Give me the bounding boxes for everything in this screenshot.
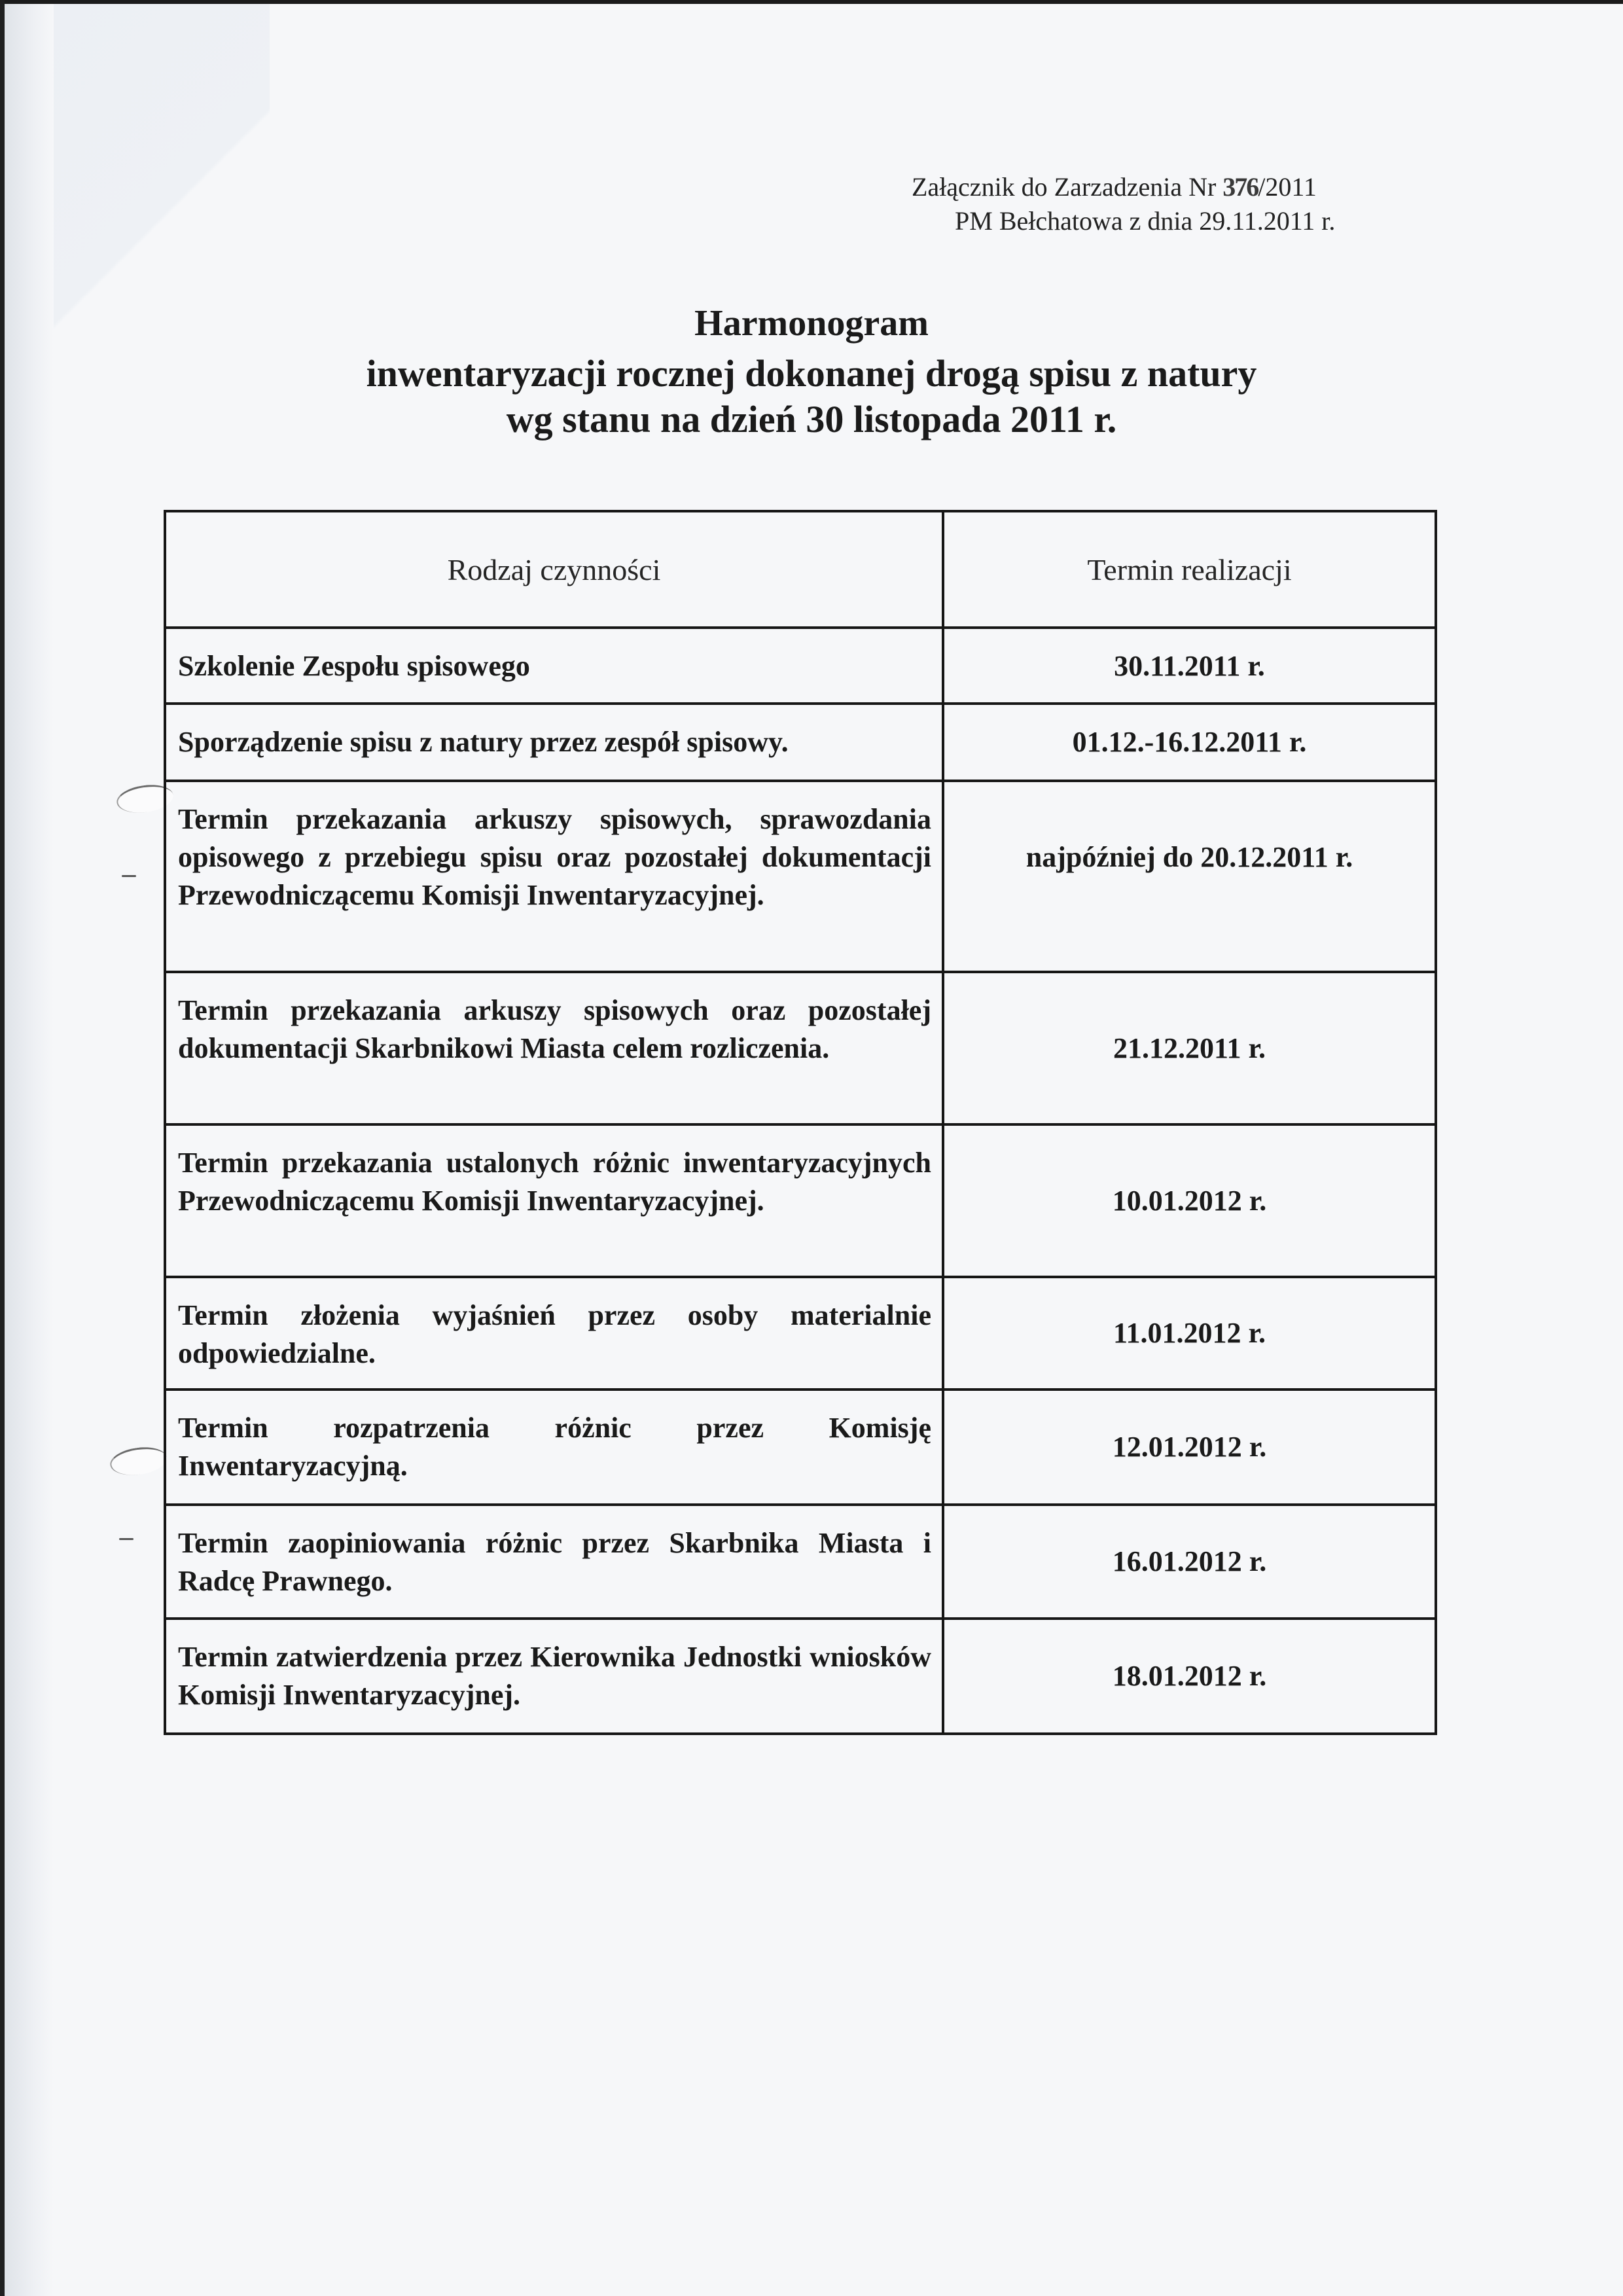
punch-hole-mark: [122, 875, 136, 877]
document-title: Harmonogram: [694, 303, 929, 344]
punch-hole-mark: [119, 1538, 134, 1540]
table-row: [165, 1124, 1436, 1277]
table-header-row: [165, 511, 1436, 628]
deadline-cell: 12.01.2012 r.: [943, 1390, 1436, 1505]
activity-cell: Sporządzenie spisu z natury przez zespół spisowy.: [165, 704, 943, 781]
column-header-activity: Rodzaj czynności: [165, 511, 943, 628]
activity-cell: Termin przekazania arkuszy spisowych, sprawozdania opisowego z przebiegu spisu oraz pozostałej dokumentacji Przewodniczącemu Komisji Inwentaryzacyjnej.: [165, 781, 943, 972]
table-row: [165, 628, 1436, 704]
deadline-cell: 30.11.2011 r.: [943, 628, 1436, 704]
table-row: [165, 704, 1436, 781]
activity-cell: Termin przekazania arkuszy spisowych oraz pozostałej dokumentacji Skarbnikowi Miasta celem rozliczenia.: [165, 972, 943, 1124]
table-row: [165, 781, 1436, 972]
schedule-table: [164, 510, 1437, 1735]
table-row: [165, 1390, 1436, 1505]
activity-cell: Termin zaopiniowania różnic przez Skarbnika Miasta i Radcę Prawnego.: [165, 1505, 943, 1619]
scan-shadow: [5, 4, 54, 2296]
annex-prefix: Załącznik do Zarzadzenia Nr: [912, 172, 1223, 202]
activity-cell: Termin przekazania ustalonych różnic inwentaryzacyjnych Przewodniczącemu Komisji Inwentaryzacyjnej.: [165, 1124, 943, 1277]
activity-cell: Termin zatwierdzenia przez Kierownika Jednostki wniosków Komisji Inwentaryzacyjnej.: [165, 1619, 943, 1734]
deadline-cell: 11.01.2012 r.: [943, 1277, 1436, 1390]
table-row: [165, 1505, 1436, 1619]
table-row: [165, 1619, 1436, 1734]
document-subtitle-date: wg stanu na dzień 30 listopada 2011 r.: [506, 398, 1117, 440]
annex-suffix: /2011: [1258, 172, 1317, 202]
deadline-cell: 18.01.2012 r.: [943, 1619, 1436, 1734]
punch-hole-mark: [109, 1444, 169, 1479]
annex-date: PM Bełchatowa z dnia 29.11.2011 r.: [955, 206, 1336, 236]
table-row: [165, 972, 1436, 1124]
column-header-deadline: Termin realizacji: [943, 511, 1436, 628]
document-subtitle: inwentaryzacji rocznej dokonanej drogą spisu z natury: [366, 352, 1257, 395]
deadline-cell: 21.12.2011 r.: [943, 972, 1436, 1124]
deadline-cell: najpóźniej do 20.12.2011 r.: [943, 781, 1436, 972]
annex-reference: [912, 171, 1317, 203]
deadline-cell: 01.12.-16.12.2011 r.: [943, 704, 1436, 781]
activity-cell: Termin rozpatrzenia różnic przez Komisję Inwentaryzacyjną.: [165, 1390, 943, 1505]
activity-cell: Szkolenie Zespołu spisowego: [165, 628, 943, 704]
deadline-cell: 10.01.2012 r.: [943, 1124, 1436, 1277]
table-row: [165, 1277, 1436, 1390]
activity-cell: Termin złożenia wyjaśnień przez osoby materialnie odpowiedzialne.: [165, 1277, 943, 1390]
deadline-cell: 16.01.2012 r.: [943, 1505, 1436, 1619]
handwritten-number: 376: [1222, 172, 1258, 202]
